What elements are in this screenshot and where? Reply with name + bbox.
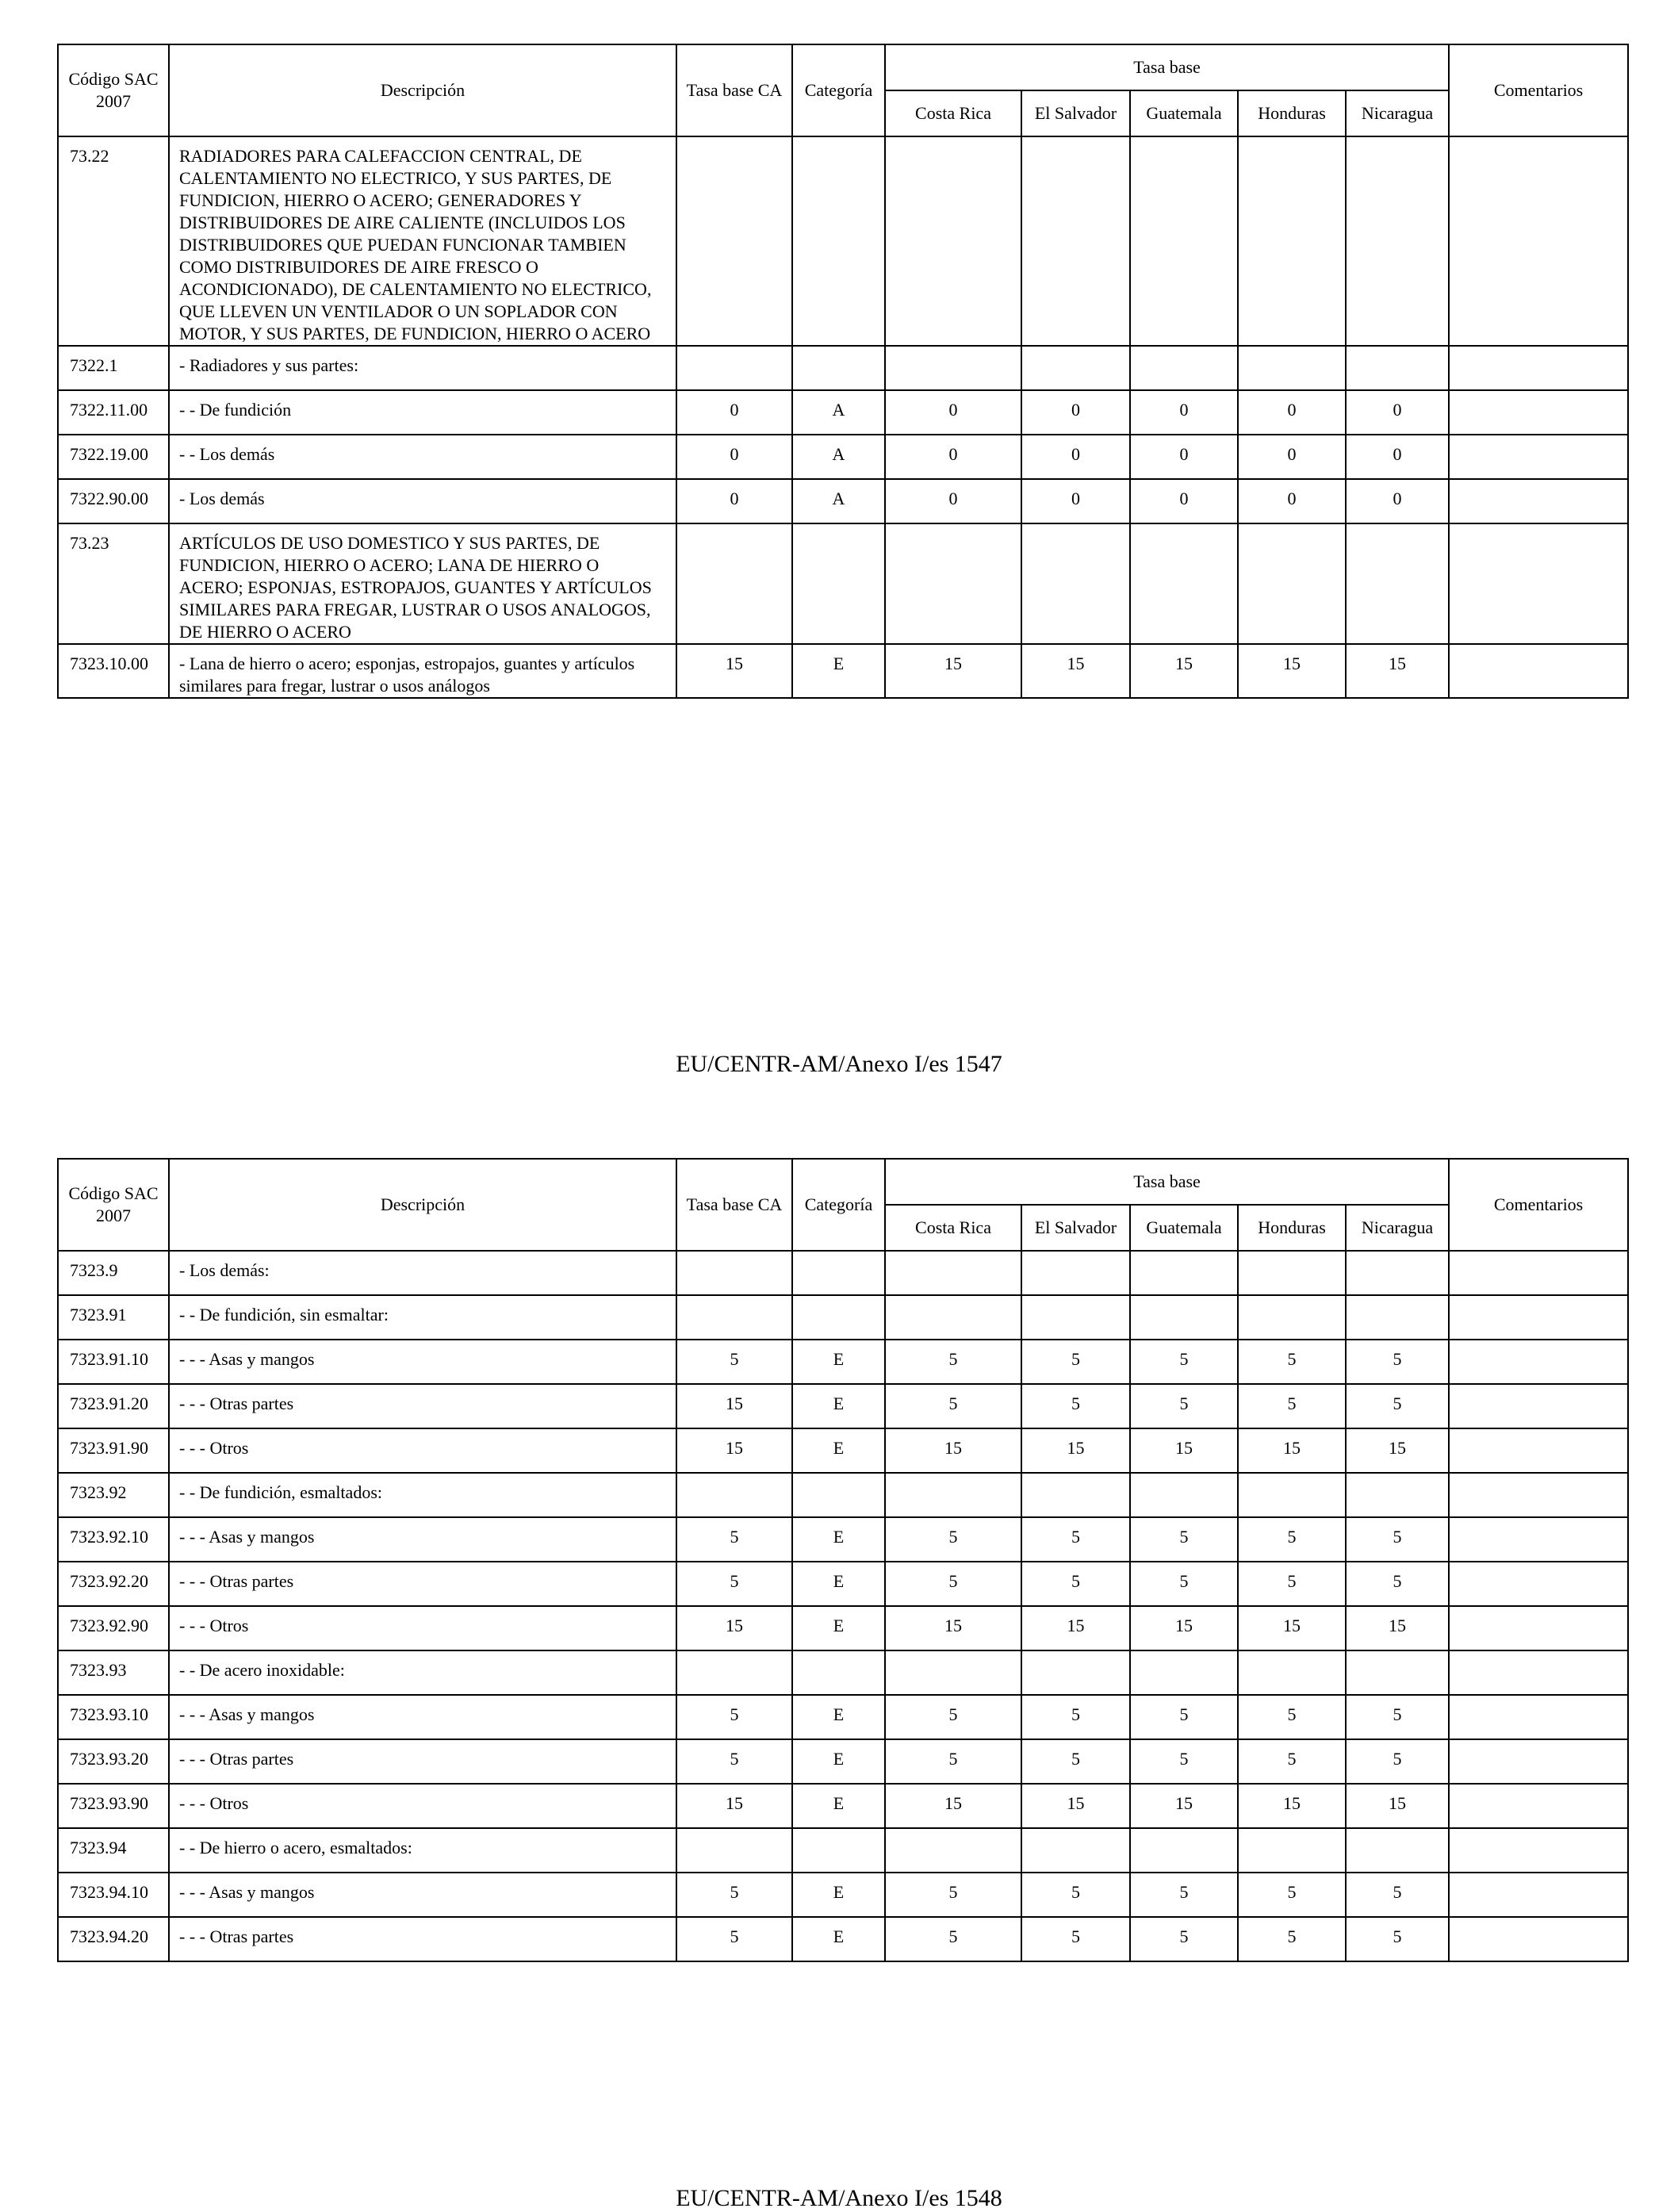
cell-nicaragua: 5 — [1346, 1739, 1449, 1784]
cell-base-ca: 0 — [676, 390, 792, 435]
cell-base-ca: 5 — [676, 1340, 792, 1384]
cell-el-salvador: 5 — [1021, 1562, 1130, 1606]
cell-guatemala — [1130, 1295, 1238, 1340]
cell-nicaragua: 5 — [1346, 1517, 1449, 1562]
cell-guatemala: 5 — [1130, 1517, 1238, 1562]
page-footer: EU/CENTR-AM/Anexo I/es 1547 — [676, 1051, 1002, 1077]
cell-guatemala — [1130, 346, 1238, 390]
header-code: Código SAC 2007 — [58, 44, 169, 136]
cell-base-ca: 5 — [676, 1917, 792, 1961]
cell-guatemala — [1130, 523, 1238, 644]
table-row — [58, 136, 1628, 346]
cell-code: 7323.94.10 — [58, 1873, 169, 1917]
cell-category: E — [792, 1606, 885, 1650]
cell-description: - - - Otras partes — [169, 1562, 676, 1606]
cell-nicaragua: 0 — [1346, 435, 1449, 479]
cell-nicaragua — [1346, 1828, 1449, 1873]
cell-honduras: 15 — [1238, 644, 1346, 698]
cell-code: 7323.10.00 — [58, 644, 169, 698]
cell-description: - Los demás — [169, 479, 676, 523]
cell-costa-rica: 5 — [885, 1917, 1021, 1961]
cell-costa-rica: 5 — [885, 1562, 1021, 1606]
header-country: El Salvador — [1021, 90, 1130, 136]
table-row — [58, 1562, 1628, 1606]
cell-guatemala: 0 — [1130, 390, 1238, 435]
cell-el-salvador: 15 — [1021, 644, 1130, 698]
cell-costa-rica: 0 — [885, 390, 1021, 435]
cell-nicaragua: 15 — [1346, 644, 1449, 698]
table-row — [58, 1650, 1628, 1695]
cell-honduras — [1238, 1251, 1346, 1295]
cell-honduras: 5 — [1238, 1873, 1346, 1917]
cell-el-salvador — [1021, 346, 1130, 390]
header-description: Descripción — [169, 1159, 676, 1251]
cell-base-ca — [676, 523, 792, 644]
cell-honduras — [1238, 1295, 1346, 1340]
cell-category: E — [792, 1562, 885, 1606]
cell-description: - - Los demás — [169, 435, 676, 479]
cell-code: 7322.1 — [58, 346, 169, 390]
cell-code: 7323.91.10 — [58, 1340, 169, 1384]
header-country: Nicaragua — [1346, 1205, 1449, 1251]
tariff-table — [57, 44, 1629, 699]
cell-code: 7323.92.90 — [58, 1606, 169, 1650]
header-country: Guatemala — [1130, 1205, 1238, 1251]
header-category: Categoría — [792, 44, 885, 136]
cell-el-salvador: 5 — [1021, 1517, 1130, 1562]
cell-description: - - - Asas y mangos — [169, 1340, 676, 1384]
cell-category: E — [792, 1428, 885, 1473]
cell-base-ca — [676, 1473, 792, 1517]
header-base-ca: Tasa base CA — [676, 44, 792, 136]
cell-base-ca: 5 — [676, 1739, 792, 1784]
cell-honduras: 5 — [1238, 1739, 1346, 1784]
cell-nicaragua: 15 — [1346, 1784, 1449, 1828]
cell-description: - - - Otras partes — [169, 1917, 676, 1961]
table-row — [58, 1384, 1628, 1428]
cell-code: 7323.93.90 — [58, 1784, 169, 1828]
cell-nicaragua — [1346, 1295, 1449, 1340]
cell-category — [792, 523, 885, 644]
cell-nicaragua: 5 — [1346, 1917, 1449, 1961]
table-row — [58, 1739, 1628, 1784]
cell-el-salvador: 5 — [1021, 1739, 1130, 1784]
cell-nicaragua: 15 — [1346, 1606, 1449, 1650]
cell-guatemala: 0 — [1130, 479, 1238, 523]
cell-base-ca: 0 — [676, 479, 792, 523]
table-row — [58, 523, 1628, 644]
cell-guatemala: 15 — [1130, 644, 1238, 698]
cell-description: - - De acero inoxidable: — [169, 1650, 676, 1695]
cell-honduras — [1238, 136, 1346, 346]
table-row — [58, 1251, 1628, 1295]
cell-costa-rica: 5 — [885, 1739, 1021, 1784]
cell-nicaragua — [1346, 1650, 1449, 1695]
header-country: Guatemala — [1130, 90, 1238, 136]
cell-code: 7323.9 — [58, 1251, 169, 1295]
cell-comments — [1449, 1739, 1628, 1784]
cell-comments — [1449, 1650, 1628, 1695]
table-row — [58, 1340, 1628, 1384]
cell-nicaragua: 5 — [1346, 1562, 1449, 1606]
cell-code: 7323.93.10 — [58, 1695, 169, 1739]
cell-el-salvador: 5 — [1021, 1873, 1130, 1917]
cell-base-ca: 0 — [676, 435, 792, 479]
cell-description: - - - Otros — [169, 1428, 676, 1473]
cell-el-salvador — [1021, 1251, 1130, 1295]
cell-nicaragua — [1346, 1473, 1449, 1517]
cell-code: 7323.94.20 — [58, 1917, 169, 1961]
cell-comments — [1449, 1917, 1628, 1961]
cell-nicaragua: 5 — [1346, 1340, 1449, 1384]
cell-base-ca: 15 — [676, 1384, 792, 1428]
cell-guatemala: 5 — [1130, 1873, 1238, 1917]
cell-comments — [1449, 644, 1628, 698]
cell-honduras: 5 — [1238, 1695, 1346, 1739]
cell-nicaragua: 0 — [1346, 390, 1449, 435]
cell-code: 73.23 — [58, 523, 169, 644]
cell-base-ca: 15 — [676, 1606, 792, 1650]
cell-description: - - - Asas y mangos — [169, 1517, 676, 1562]
cell-base-ca — [676, 1251, 792, 1295]
cell-guatemala: 15 — [1130, 1784, 1238, 1828]
cell-category — [792, 346, 885, 390]
cell-description: - Lana de hierro o acero; esponjas, estropajos, guantes y artículos similares para fregar, lustrar o usos análogos — [169, 644, 676, 698]
cell-category: E — [792, 1917, 885, 1961]
header-base-ca: Tasa base CA — [676, 1159, 792, 1251]
cell-el-salvador: 15 — [1021, 1784, 1130, 1828]
cell-honduras — [1238, 1828, 1346, 1873]
cell-nicaragua: 5 — [1346, 1873, 1449, 1917]
cell-guatemala: 15 — [1130, 1428, 1238, 1473]
cell-base-ca: 5 — [676, 1517, 792, 1562]
cell-category — [792, 136, 885, 346]
cell-guatemala — [1130, 1650, 1238, 1695]
cell-honduras: 0 — [1238, 479, 1346, 523]
cell-nicaragua: 0 — [1346, 479, 1449, 523]
cell-category — [792, 1473, 885, 1517]
cell-base-ca: 5 — [676, 1873, 792, 1917]
cell-costa-rica: 15 — [885, 644, 1021, 698]
cell-costa-rica: 0 — [885, 479, 1021, 523]
header-code: Código SAC 2007 — [58, 1159, 169, 1251]
header-country: Costa Rica — [885, 1205, 1021, 1251]
cell-description: RADIADORES PARA CALEFACCION CENTRAL, DE CALENTAMIENTO NO ELECTRICO, Y SUS PARTES, DE FUNDICION, HIERRO O ACERO; GENERADORES Y DISTRIBUIDORES DE AIRE CALIENTE (INCLUIDOS LOS DISTRIBUIDORES QUE PUEDAN FUNCIONAR TAMBIEN COMO DISTRIBUIDORES DE AIRE FRESCO O ACONDICIONADO), DE CALENTAMIENTO NO ELECTRICO, QUE LLEVEN UN VENTILADOR O UN SOPLADOR CON MOTOR, Y SUS PARTES, DE FUNDICION, HIERRO O ACERO — [169, 136, 676, 346]
cell-el-salvador — [1021, 136, 1130, 346]
cell-base-ca — [676, 1295, 792, 1340]
cell-guatemala: 5 — [1130, 1739, 1238, 1784]
cell-honduras: 15 — [1238, 1784, 1346, 1828]
cell-code: 7323.92 — [58, 1473, 169, 1517]
table-row — [58, 644, 1628, 698]
cell-el-salvador: 5 — [1021, 1695, 1130, 1739]
cell-description: - - - Otras partes — [169, 1739, 676, 1784]
table-row — [58, 1428, 1628, 1473]
cell-base-ca: 15 — [676, 644, 792, 698]
cell-costa-rica: 5 — [885, 1384, 1021, 1428]
cell-description: - - De fundición — [169, 390, 676, 435]
cell-el-salvador: 15 — [1021, 1428, 1130, 1473]
cell-comments — [1449, 1295, 1628, 1340]
header-country: Honduras — [1238, 90, 1346, 136]
header-base-rate: Tasa base — [885, 44, 1449, 90]
cell-comments — [1449, 523, 1628, 644]
cell-costa-rica — [885, 1251, 1021, 1295]
cell-code: 7323.91.20 — [58, 1384, 169, 1428]
cell-code: 7323.92.10 — [58, 1517, 169, 1562]
cell-code: 7323.91.90 — [58, 1428, 169, 1473]
cell-comments — [1449, 1828, 1628, 1873]
cell-category: E — [792, 1873, 885, 1917]
cell-comments — [1449, 1473, 1628, 1517]
table-row — [58, 1828, 1628, 1873]
cell-comments — [1449, 1251, 1628, 1295]
cell-honduras: 5 — [1238, 1340, 1346, 1384]
cell-guatemala — [1130, 136, 1238, 346]
cell-base-ca — [676, 1650, 792, 1695]
cell-comments — [1449, 136, 1628, 346]
cell-base-ca: 5 — [676, 1562, 792, 1606]
cell-honduras — [1238, 1650, 1346, 1695]
cell-nicaragua: 5 — [1346, 1384, 1449, 1428]
cell-costa-rica: 5 — [885, 1695, 1021, 1739]
cell-el-salvador — [1021, 523, 1130, 644]
cell-honduras: 0 — [1238, 435, 1346, 479]
table-row — [58, 1606, 1628, 1650]
cell-description: - Radiadores y sus partes: — [169, 346, 676, 390]
cell-el-salvador — [1021, 1473, 1130, 1517]
table-row — [58, 1695, 1628, 1739]
cell-costa-rica — [885, 1828, 1021, 1873]
cell-nicaragua — [1346, 346, 1449, 390]
cell-costa-rica: 15 — [885, 1784, 1021, 1828]
cell-guatemala: 5 — [1130, 1562, 1238, 1606]
cell-comments — [1449, 435, 1628, 479]
cell-category: A — [792, 479, 885, 523]
cell-comments — [1449, 1784, 1628, 1828]
header-description: Descripción — [169, 44, 676, 136]
table-row — [58, 1917, 1628, 1961]
cell-description: - - - Asas y mangos — [169, 1873, 676, 1917]
cell-el-salvador: 5 — [1021, 1917, 1130, 1961]
tariff-table — [57, 1158, 1629, 1962]
cell-description: - - - Asas y mangos — [169, 1695, 676, 1739]
cell-code: 7323.94 — [58, 1828, 169, 1873]
cell-costa-rica — [885, 1650, 1021, 1695]
cell-base-ca: 5 — [676, 1695, 792, 1739]
cell-el-salvador: 0 — [1021, 390, 1130, 435]
cell-comments — [1449, 1562, 1628, 1606]
cell-guatemala: 5 — [1130, 1340, 1238, 1384]
header-country: Honduras — [1238, 1205, 1346, 1251]
table-row — [58, 346, 1628, 390]
cell-description: - - - Otros — [169, 1606, 676, 1650]
cell-code: 7322.90.00 — [58, 479, 169, 523]
cell-costa-rica: 5 — [885, 1517, 1021, 1562]
cell-description: - Los demás: — [169, 1251, 676, 1295]
cell-base-ca — [676, 136, 792, 346]
cell-category: E — [792, 1739, 885, 1784]
header-country: Nicaragua — [1346, 90, 1449, 136]
cell-guatemala: 5 — [1130, 1695, 1238, 1739]
cell-costa-rica: 15 — [885, 1428, 1021, 1473]
table-body — [58, 136, 1628, 698]
cell-description: - - - Otros — [169, 1784, 676, 1828]
cell-comments — [1449, 1340, 1628, 1384]
cell-el-salvador: 5 — [1021, 1384, 1130, 1428]
cell-category: A — [792, 390, 885, 435]
cell-costa-rica — [885, 346, 1021, 390]
cell-nicaragua — [1346, 136, 1449, 346]
cell-comments — [1449, 1695, 1628, 1739]
cell-code: 7323.91 — [58, 1295, 169, 1340]
cell-costa-rica: 5 — [885, 1340, 1021, 1384]
cell-code: 7322.19.00 — [58, 435, 169, 479]
cell-description: - - De hierro o acero, esmaltados: — [169, 1828, 676, 1873]
cell-el-salvador: 15 — [1021, 1606, 1130, 1650]
header-comments: Comentarios — [1449, 44, 1628, 136]
table-row — [58, 1473, 1628, 1517]
cell-nicaragua — [1346, 523, 1449, 644]
cell-honduras: 15 — [1238, 1428, 1346, 1473]
cell-comments — [1449, 1384, 1628, 1428]
table-row — [58, 1517, 1628, 1562]
header-comments: Comentarios — [1449, 1159, 1628, 1251]
cell-description: - - De fundición, sin esmaltar: — [169, 1295, 676, 1340]
cell-comments — [1449, 346, 1628, 390]
cell-guatemala: 0 — [1130, 435, 1238, 479]
cell-comments — [1449, 1606, 1628, 1650]
cell-honduras — [1238, 1473, 1346, 1517]
cell-el-salvador: 0 — [1021, 479, 1130, 523]
cell-base-ca: 15 — [676, 1428, 792, 1473]
cell-category — [792, 1828, 885, 1873]
cell-honduras: 5 — [1238, 1517, 1346, 1562]
cell-honduras: 5 — [1238, 1562, 1346, 1606]
cell-costa-rica — [885, 523, 1021, 644]
header-category: Categoría — [792, 1159, 885, 1251]
cell-costa-rica: 15 — [885, 1606, 1021, 1650]
cell-el-salvador — [1021, 1650, 1130, 1695]
cell-code: 7323.93 — [58, 1650, 169, 1695]
cell-honduras: 0 — [1238, 390, 1346, 435]
cell-base-ca — [676, 346, 792, 390]
cell-category — [792, 1251, 885, 1295]
cell-description: ARTÍCULOS DE USO DOMESTICO Y SUS PARTES, DE FUNDICION, HIERRO O ACERO; LANA DE HIERRO O ACERO; ESPONJAS, ESTROPAJOS, GUANTES Y ARTÍCULOS SIMILARES PARA FREGAR, LUSTRAR O USOS ANALOGOS, DE HIERRO O ACERO — [169, 523, 676, 644]
cell-category: E — [792, 1695, 885, 1739]
cell-comments — [1449, 390, 1628, 435]
cell-honduras: 15 — [1238, 1606, 1346, 1650]
cell-honduras: 5 — [1238, 1384, 1346, 1428]
cell-guatemala: 15 — [1130, 1606, 1238, 1650]
cell-nicaragua: 15 — [1346, 1428, 1449, 1473]
cell-el-salvador: 5 — [1021, 1340, 1130, 1384]
cell-nicaragua — [1346, 1251, 1449, 1295]
cell-guatemala — [1130, 1473, 1238, 1517]
cell-comments — [1449, 1517, 1628, 1562]
cell-category: E — [792, 1340, 885, 1384]
table-row — [58, 390, 1628, 435]
table-row — [58, 1784, 1628, 1828]
cell-el-salvador — [1021, 1828, 1130, 1873]
table-body — [58, 1251, 1628, 1961]
cell-nicaragua: 5 — [1346, 1695, 1449, 1739]
cell-honduras — [1238, 346, 1346, 390]
cell-base-ca: 15 — [676, 1784, 792, 1828]
cell-category: E — [792, 1384, 885, 1428]
cell-comments — [1449, 1873, 1628, 1917]
cell-code: 7323.93.20 — [58, 1739, 169, 1784]
cell-category: E — [792, 1517, 885, 1562]
cell-guatemala: 5 — [1130, 1384, 1238, 1428]
cell-category: E — [792, 644, 885, 698]
cell-honduras: 5 — [1238, 1917, 1346, 1961]
cell-code: 7322.11.00 — [58, 390, 169, 435]
table-row — [58, 435, 1628, 479]
cell-guatemala — [1130, 1828, 1238, 1873]
cell-guatemala: 5 — [1130, 1917, 1238, 1961]
cell-costa-rica: 0 — [885, 435, 1021, 479]
cell-el-salvador: 0 — [1021, 435, 1130, 479]
page-footer: EU/CENTR-AM/Anexo I/es 1548 — [676, 2185, 1002, 2211]
cell-code: 73.22 — [58, 136, 169, 346]
cell-base-ca — [676, 1828, 792, 1873]
cell-category — [792, 1650, 885, 1695]
cell-comments — [1449, 479, 1628, 523]
header-country: El Salvador — [1021, 1205, 1130, 1251]
cell-honduras — [1238, 523, 1346, 644]
cell-code: 7323.92.20 — [58, 1562, 169, 1606]
cell-guatemala — [1130, 1251, 1238, 1295]
cell-category — [792, 1295, 885, 1340]
cell-category: E — [792, 1784, 885, 1828]
cell-costa-rica — [885, 1473, 1021, 1517]
header-country: Costa Rica — [885, 90, 1021, 136]
header-base-rate: Tasa base — [885, 1159, 1449, 1205]
cell-category: A — [792, 435, 885, 479]
cell-comments — [1449, 1428, 1628, 1473]
table-row — [58, 479, 1628, 523]
cell-description: - - - Otras partes — [169, 1384, 676, 1428]
table-row — [58, 1295, 1628, 1340]
table-row — [58, 1873, 1628, 1917]
cell-el-salvador — [1021, 1295, 1130, 1340]
cell-costa-rica — [885, 1295, 1021, 1340]
cell-description: - - De fundición, esmaltados: — [169, 1473, 676, 1517]
cell-costa-rica — [885, 136, 1021, 346]
cell-costa-rica: 5 — [885, 1873, 1021, 1917]
